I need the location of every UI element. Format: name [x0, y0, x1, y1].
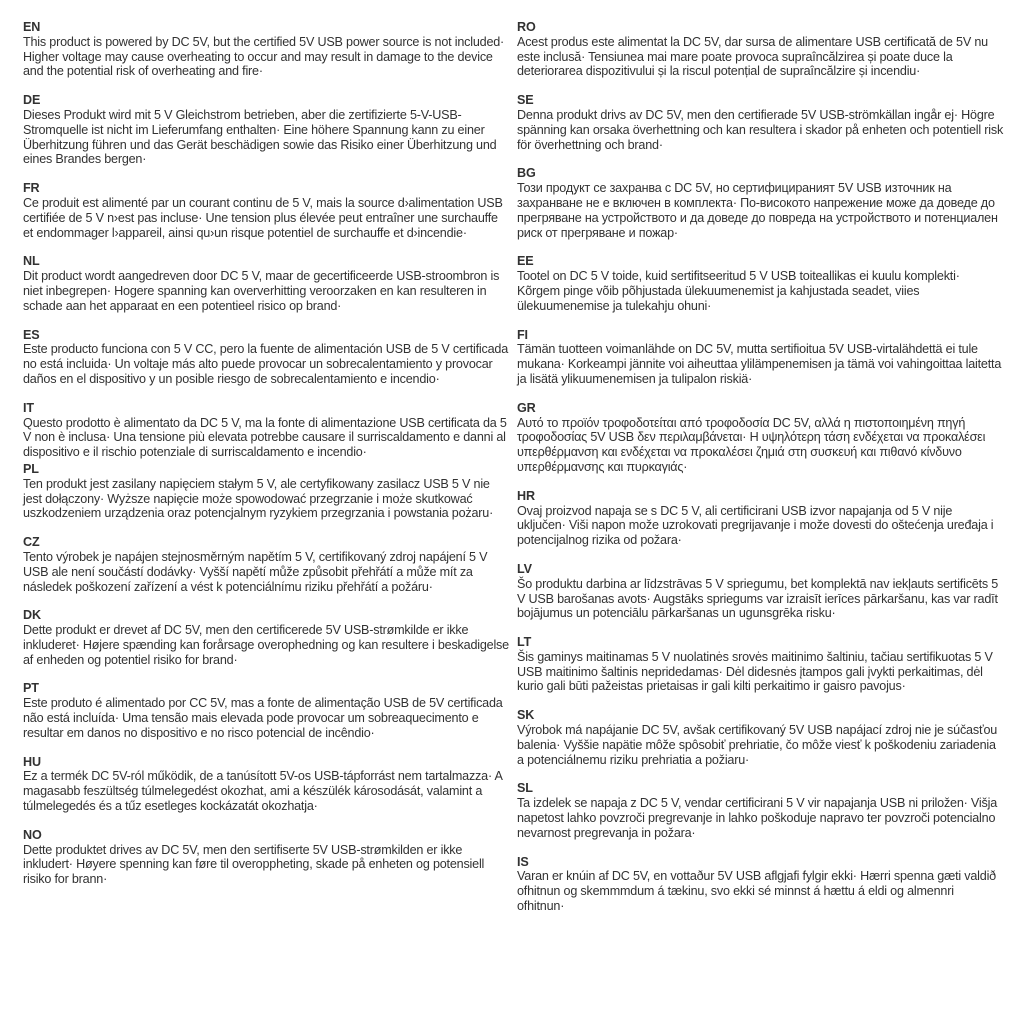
left-column: [23, 20, 510, 901]
lang-code-ee: EE: [517, 254, 534, 269]
lang-code-cz: CZ: [23, 535, 40, 550]
lang-code-pl: PL: [23, 461, 39, 476]
lang-code-is: IS: [517, 854, 529, 869]
section-pt: [23, 681, 510, 740]
section-fr: [23, 181, 510, 240]
lang-code-nl: NL: [23, 254, 40, 269]
section-no: [23, 828, 510, 887]
lang-text-de: Dieses Produkt wird mit 5 V Gleichstrom betrieben, aber die zertifizierte 5-V-USB-Stromquelle ist nicht im Lieferumfang enthalten· Eine höhere Spannung kann zu einer Überhitzung führen und das Gerät beschädigen sowie das Risiko einer Überhitzung und eines Brandes bergen·: [23, 107, 497, 167]
lang-code-ro: RO: [517, 20, 536, 34]
lang-text-dk: Dette produkt er drevet af DC 5V, men den certificerede 5V USB-strømkilde er ikke inkluderet· Højere spænding kan forårsage overophedning og kan resultere i beskadigelse af enheden og potentiel risiko for brand·: [23, 623, 509, 667]
section-cz: [23, 535, 510, 594]
lang-text-nl: Dit product wordt aangedreven door DC 5 V, maar de gecertificeerde USB-stroombron is niet inbegrepen· Hogere spanning kan oververhitting veroorzaken en kan resulteren in schade aan het apparaat en een potentieel risico op brand·: [23, 269, 500, 313]
lang-code-hu: HU: [23, 754, 41, 769]
lang-code-fi: FI: [517, 327, 528, 342]
section-sk: [517, 708, 1004, 767]
lang-code-se: SE: [517, 93, 534, 108]
lang-text-gr: Αυτό το προϊόν τροφοδοτείται από τροφοδοσία DC 5V, αλλά η πιστοποιημένη πηγή τροφοδοσίας 5V USB δεν περιλαμβάνεται· Η υψηλότερη τάση ενδέχεται να προκαλέσει υπερθέρμανση και ενδέχεται να προκαλέσει ζημιά στη συσκευή και πιθανό κίνδυνο υπερθέρμανσης και πυρκαγιάς·: [517, 415, 986, 474]
lang-code-fr: FR: [23, 181, 40, 196]
section-ro: [517, 20, 1004, 79]
lang-text-is: Varan er knúin af DC 5V, en vottaður 5V USB aflgjafi fylgir ekki· Hærri spenna gæti valdið ofhitnun og skemmmdum á tækinu, svo ekki sé minnst á hættu á eldi og almennri ofhitnun·: [517, 869, 996, 914]
lang-text-hu: Ez a termék DC 5V-ról működik, de a tanúsított 5V-os USB-tápforrást nem tartalmazza· A magasabb feszültség túlmelegedést okozhat, ami a készülék károsodását, valamint a túlmelegedés és a tűz esetleges kockázatát okozhatja·: [23, 769, 503, 814]
section-lt: [517, 635, 1004, 694]
lang-text-it: Questo prodotto è alimentato da DC 5 V, ma la fonte di alimentazione USB certificata da 5 V non è inclusa· Una tensione più elevata potrebbe causare il surriscaldamento e danni al dispositivo e il rischio potenziale di surriscaldamento e incendio·: [23, 415, 507, 460]
lang-code-pt: PT: [23, 681, 39, 696]
section-ee: [517, 254, 1004, 313]
section-en: [23, 20, 510, 79]
section-hu: [23, 755, 510, 814]
lang-code-lv: LV: [517, 561, 532, 576]
section-lv: [517, 562, 1004, 621]
section-is: [517, 855, 1004, 914]
section-it: [23, 401, 510, 460]
lang-text-en: This product is powered by DC 5V, but the certified 5V USB power source is not included· Higher voltage may cause overheating to occur and may result in damage to the device and the potential risk of overheating and fire·: [23, 34, 505, 79]
section-gr: [517, 401, 1004, 475]
lang-text-fr: Ce produit est alimenté par un courant continu de 5 V, mais la source d›alimentation USB certifiée de 5 V n›est pas incluse· Une tension plus élevée peut entraîner une surchauffe et endommager l›appareil, ainsi qu›un risque potentiel de surchauffe et d›incendie·: [23, 195, 503, 240]
right-column: [517, 20, 1004, 928]
lang-text-lt: Šis gaminys maitinamas 5 V nuolatinės srovės maitinimo šaltiniu, tačiau sertifikuotas 5 V USB maitinimo šaltinis nepridedamas· Dėl didesnės įtampos gali įvykti perkaitimas, dėl kurio gali būti pažeistas prietaisas ir gali kilti perkaitimo ir gaisro pavojus·: [517, 649, 993, 694]
section-pl: [23, 462, 510, 521]
lang-code-es: ES: [23, 327, 40, 342]
lang-code-no: NO: [23, 827, 42, 842]
lang-code-dk: DK: [23, 608, 41, 623]
lang-text-pl: Ten produkt jest zasilany napięciem stałym 5 V, ale certyfikowany zasilacz USB 5 V nie jest dołączony· Wyższe napięcie może spowodować przegrzanie i może skutkować uszkodzeniem urządzenia oraz potencjalnym ryzykiem przegrzania i powstania pożaru·: [23, 476, 494, 521]
section-bg: [517, 166, 1004, 240]
lang-code-it: IT: [23, 400, 34, 415]
lang-code-sl: SL: [517, 781, 533, 796]
lang-text-bg: Този продукт се захранва с DC 5V, но сертифицираният 5V USB източник на захранване не е включен в комплекта· По-високото напрежение може да доведе до прегряване на устройството и да доведе до повреда на устройството и потенциален риск от прегряване и пожар·: [517, 181, 998, 240]
lang-text-sl: Ta izdelek se napaja z DC 5 V, vendar certificirani 5 V vir napajanja USB ni priložen· Višja napetost lahko povzroči pregrevanje in lahko poškoduje napravo ter povzroči potencialno nevarnost pregrevanja in požara·: [517, 796, 998, 840]
lang-text-sk: Výrobok má napájanie DC 5V, avšak certifikovaný 5V USB napájací zdroj nie je súčasťou balenia· Vyššie napätie môže spôsobiť prehriatie, čo môže viesť k poškodeniu zariadenia a potenciálnemu riziku prehriatia a požiaru·: [517, 723, 998, 767]
lang-code-en: EN: [23, 20, 41, 34]
lang-text-pt: Este produto é alimentado por CC 5V, mas a fonte de alimentação USB de 5V certificada não está incluída· Uma tensão mais elevada pode provocar um sobreaquecimento e resultar em danos no dispositivo e no risco potencial de incêndio·: [23, 696, 503, 740]
section-nl: [23, 254, 510, 313]
lang-text-ee: Tootel on DC 5 V toide, kuid sertifitseeritud 5 V USB toiteallikas ei kuulu komplekti· Kõrgem pinge võib põhjustada ülekuumenemist ja kahjustada seadet, viies ülekuumenemise ja tulekahju ohuni·: [517, 269, 960, 313]
lang-text-fi: Tämän tuotteen voimanlähde on DC 5V, mutta sertifioitua 5V USB-virtalähdettä ei tule mukana· Korkeampi jännite voi aiheuttaa ylilämpenemisen ja tämä voi vahingoittaa laitetta ja lisätä ylikuumenemisen ja tulipalon riskiä·: [517, 342, 1002, 386]
lang-code-bg: BG: [517, 166, 536, 181]
section-hr: [517, 489, 1004, 548]
section-de: [23, 93, 510, 167]
lang-code-gr: GR: [517, 400, 536, 415]
lang-text-ro: Acest produs este alimentat la DC 5V, dar sursa de alimentare USB certificată de 5V nu este inclusă· Tensiunea mai mare poate provoca supraîncălzirea și poate duce la deteriorarea dispozitivului și la riscul potențial de supraîncălzire și incendiu·: [517, 34, 988, 79]
lang-text-lv: Šo produktu darbina ar līdzstrāvas 5 V spriegumu, bet komplektā nav iekļauts sertificēts 5 V USB barošanas avots· Augstāks spriegums var izraisīt ierīces pārkaršanu, kas var radīt bojājumus un potenciālu pārkaršanas un ugunsgrēka risku·: [517, 576, 999, 621]
lang-code-lt: LT: [517, 635, 532, 650]
lang-text-se: Denna produkt drivs av DC 5V, men den certifierade 5V USB-strömkällan ingår ej· Högre spänning kan orsaka överhettning och kan resultera i skador på enheten och potentiell risk för överhettning och brand·: [517, 107, 1004, 152]
section-sl: [517, 781, 1004, 840]
lang-text-no: Dette produktet drives av DC 5V, men den sertifiserte 5V USB-strømkilden er ikke inkludert· Høyere spenning kan føre til overoppheting, skade på enheten og potensiell risiko for brann·: [23, 842, 485, 887]
lang-text-hr: Ovaj proizvod napaja se s DC 5 V, ali certificirani USB izvor napajanja od 5 V nije uključen· Viši napon može uzrokovati pregrijavanje i može dovesti do oštećenja uređaja i potencijalnog rizika od požara·: [517, 503, 994, 548]
lang-code-sk: SK: [517, 708, 535, 723]
section-dk: [23, 608, 510, 667]
lang-code-hr: HR: [517, 488, 535, 503]
section-se: [517, 93, 1004, 152]
lang-text-cz: Tento výrobek je napájen stejnosměrným napětím 5 V, certifikovaný zdroj napájení 5 V USB ale není součástí dodávky· Vyšší napětí může způsobit přehřátí a může mít za následek poškození zařízení a vést k potenciálnímu riziku přehřátí a požáru·: [23, 549, 488, 594]
section-es: [23, 328, 510, 387]
lang-code-de: DE: [23, 93, 41, 108]
lang-text-es: Este producto funciona con 5 V CC, pero la fuente de alimentación USB de 5 V certificada no está incluida· Un voltaje más alto puede provocar un sobrecalentamiento y provocar daños en el dispositivo y un posible riesgo de sobrecalentamiento e incendio·: [23, 342, 509, 386]
section-fi: [517, 328, 1004, 387]
